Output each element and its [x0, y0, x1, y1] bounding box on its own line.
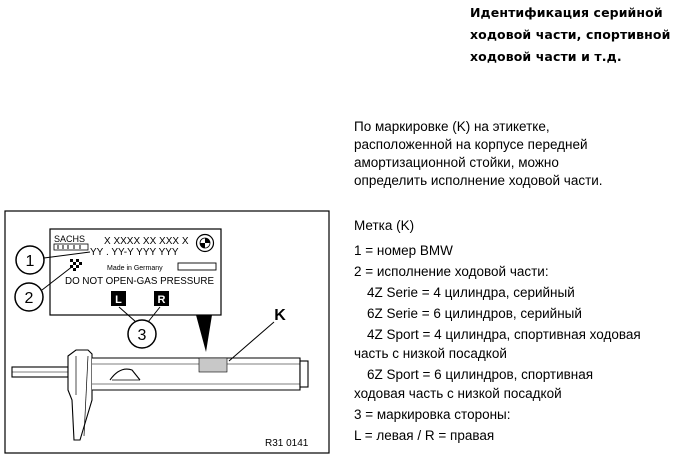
callout-2: 2: [24, 290, 34, 307]
label-box: [178, 263, 216, 270]
label-warning: DO NOT OPEN-GAS PRESSURE: [65, 276, 214, 287]
intro-line: определить исполнение ходовой части.: [354, 173, 603, 188]
variant-6z-sport-cont: ходовая часть с низкой посадкой: [354, 386, 562, 401]
strut-body: [12, 350, 308, 440]
legend-sides: L = левая / R = правая: [354, 428, 495, 443]
intro-line: По маркировке (K) на этикетке,: [354, 119, 550, 134]
variant-6z-sport: 6Z Sport = 6 цилиндров, спортивная: [367, 367, 594, 382]
callout-1: 1: [25, 253, 35, 270]
legend-title: Метка (K): [354, 218, 415, 233]
bmw-logo-icon: [197, 235, 214, 252]
variant-6z-serie: 6Z Serie = 6 цилиндров, серийный: [367, 306, 582, 321]
label-brand: SACHS: [54, 234, 86, 244]
mark-k-area: [199, 358, 227, 372]
callout-3: 3: [137, 327, 147, 344]
variant-4z-sport-cont: часть с низкой посадкой: [354, 346, 507, 361]
label-date: YY . YY-Y YYY YYY: [90, 247, 179, 258]
label-made-in: Made in Germany: [107, 265, 163, 272]
side-tag-left-label: L: [115, 294, 122, 306]
side-tag-right-label: R: [157, 294, 166, 306]
figure-ref: R31 0141: [265, 438, 309, 449]
label-code: X XXXX XX XXX X: [104, 236, 189, 247]
barcode-icon: [54, 244, 88, 250]
pointer-wedge: [196, 315, 212, 352]
heading-line: ходовой части и т.д.: [470, 49, 622, 64]
leader-line-k: [229, 322, 274, 361]
legend-item-3: 3 = маркировка стороны:: [354, 407, 511, 422]
legend-item-2: 2 = исполнение ходовой части:: [354, 264, 549, 279]
heading-line: Идентификация серийной: [470, 5, 663, 20]
callout-k: K: [274, 307, 286, 324]
intro-line: расположенной на корпусе передней: [354, 137, 588, 152]
variant-4z-serie: 4Z Serie = 4 цилиндра, серийный: [367, 285, 575, 300]
intro-line: амортизационной стойки, можно: [354, 155, 559, 170]
legend-item-1: 1 = номер BMW: [354, 243, 453, 258]
heading-line: ходовой части, спортивной: [470, 27, 671, 42]
variant-4z-sport: 4Z Sport = 4 цилиндра, спортивная ходовая: [367, 327, 641, 342]
